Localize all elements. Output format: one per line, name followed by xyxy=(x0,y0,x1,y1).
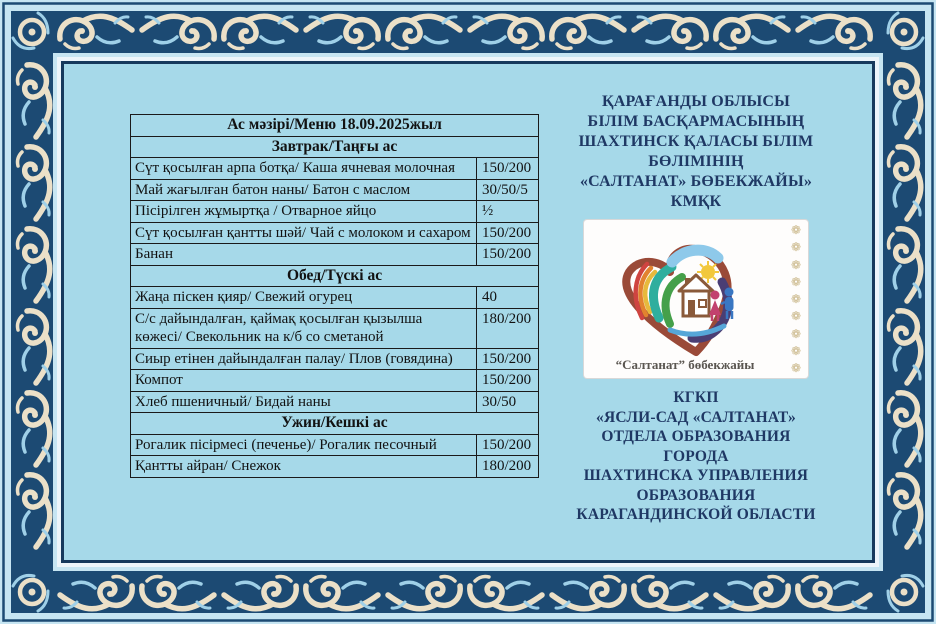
ornament-rosette-icon: ❁ xyxy=(790,326,802,341)
portion-size: 180/200 xyxy=(477,456,539,478)
menu-section-row xyxy=(131,413,539,435)
text-line: ШАХТИНСК ҚАЛАСЫ БІЛІМ xyxy=(578,133,814,150)
menu-section-header: Обед/Түскі ас xyxy=(131,265,539,287)
menu-table xyxy=(130,114,539,478)
portion-size: 180/200 xyxy=(477,308,539,348)
right-panel xyxy=(546,92,846,525)
text-line: БӨЛІМІНІҢ xyxy=(648,153,744,170)
dish-name: Сиыр етінен дайындалған палау/ Плов (говядина) xyxy=(131,348,477,370)
dish-name: Сүт қосылған арпа ботқа/ Каша ячневая молочная xyxy=(131,158,477,180)
text-line: «САЛТАНАТ» БӨБЕКЖАЙЫ» xyxy=(579,173,813,190)
menu-title: Ас мәзірі/Меню 18.09.2025жыл xyxy=(131,115,539,137)
menu-row xyxy=(131,201,539,223)
menu-section-header: Ужин/Кешкі ас xyxy=(131,413,539,435)
portion-size: 150/200 xyxy=(477,370,539,392)
portion-size: 30/50 xyxy=(477,391,539,413)
text-line: ШАХТИНСКА УПРАВЛЕНИЯ xyxy=(583,467,809,484)
portion-size: 40 xyxy=(477,287,539,309)
menu-row xyxy=(131,348,539,370)
menu-section-row xyxy=(131,136,539,158)
dish-name: Сүт қосылған қантты шәй/ Чай с молоком и сахаром xyxy=(131,222,477,244)
ornament-rosette-icon: ❁ xyxy=(790,240,802,255)
org-title-kazakh xyxy=(546,92,846,212)
dish-name: Банан xyxy=(131,244,477,266)
portion-size: 30/50/5 xyxy=(477,179,539,201)
menu-section-row xyxy=(131,265,539,287)
text-line: КАРАГАНДИНСКОЙ ОБЛАСТИ xyxy=(576,506,816,523)
menu-title-row xyxy=(131,115,539,137)
dish-name: Май жағылған батон наны/ Батон с маслом xyxy=(131,179,477,201)
dish-name: С/с дайындалған, қаймақ қосылған қызылша көжесі/ Свекольник на к/б со сметаной xyxy=(131,308,477,348)
dish-name: Хлеб пшеничный/ Бидай наны xyxy=(131,391,477,413)
menu-row xyxy=(131,370,539,392)
ornament-rosette-icon: ❁ xyxy=(790,223,802,237)
ornament-rosette-icon: ❁ xyxy=(790,343,802,358)
menu-row xyxy=(131,456,539,478)
text-line: БІЛІМ БАСҚАРМАСЫНЫҢ xyxy=(587,113,805,130)
portion-size: 150/200 xyxy=(477,222,539,244)
menu-row xyxy=(131,158,539,180)
ornament-strip xyxy=(787,224,805,374)
ornament-rosette-icon: ❁ xyxy=(790,274,802,289)
portion-size: ½ xyxy=(477,201,539,223)
menu-row xyxy=(131,179,539,201)
text-line: КМҚК xyxy=(670,193,722,210)
menu-row xyxy=(131,287,539,309)
portion-size: 150/200 xyxy=(477,158,539,180)
portion-size: 150/200 xyxy=(477,434,539,456)
menu-row xyxy=(131,222,539,244)
text-line: ОТДЕЛА ОБРАЗОВАНИЯ xyxy=(601,428,791,445)
heart-logo-graphic xyxy=(584,220,808,378)
dish-name: Пісірілген жұмыртқа / Отварное яйцо xyxy=(131,201,477,223)
portion-size: 150/200 xyxy=(477,244,539,266)
portion-size: 150/200 xyxy=(477,348,539,370)
menu-section-header: Завтрак/Таңғы ас xyxy=(131,136,539,158)
dish-name: Компот xyxy=(131,370,477,392)
logo xyxy=(584,220,808,378)
org-title-russian xyxy=(546,388,846,525)
ornament-rosette-icon: ❁ xyxy=(790,257,802,272)
menu-row xyxy=(131,434,539,456)
dish-name: Қантты айран/ Снежок xyxy=(131,456,477,478)
ornament-rosette-icon: ❁ xyxy=(790,361,802,375)
text-line: «ЯСЛИ-САД «САЛТАНАТ» xyxy=(596,408,796,426)
text-line: ҚАРАҒАНДЫ ОБЛЫСЫ xyxy=(601,93,791,110)
ornament-rosette-icon: ❁ xyxy=(790,309,802,324)
ornament-rosette-icon: ❁ xyxy=(790,292,802,306)
dish-name: Жаңа піскен қияр/ Свежий огурец xyxy=(131,287,477,309)
text-line: КГКП xyxy=(673,389,719,406)
text-line: ГОРОДА xyxy=(663,447,729,465)
menu-row xyxy=(131,308,539,348)
menu-row xyxy=(131,391,539,413)
logo-caption: “Салтанат” бөбекжайы xyxy=(615,357,755,372)
text-line: ОБРАЗОВАНИЯ xyxy=(636,486,756,504)
dish-name: Рогалик пісірмесі (печенье)/ Рогалик песочный xyxy=(131,434,477,456)
menu-row xyxy=(131,244,539,266)
content-area xyxy=(61,61,875,563)
